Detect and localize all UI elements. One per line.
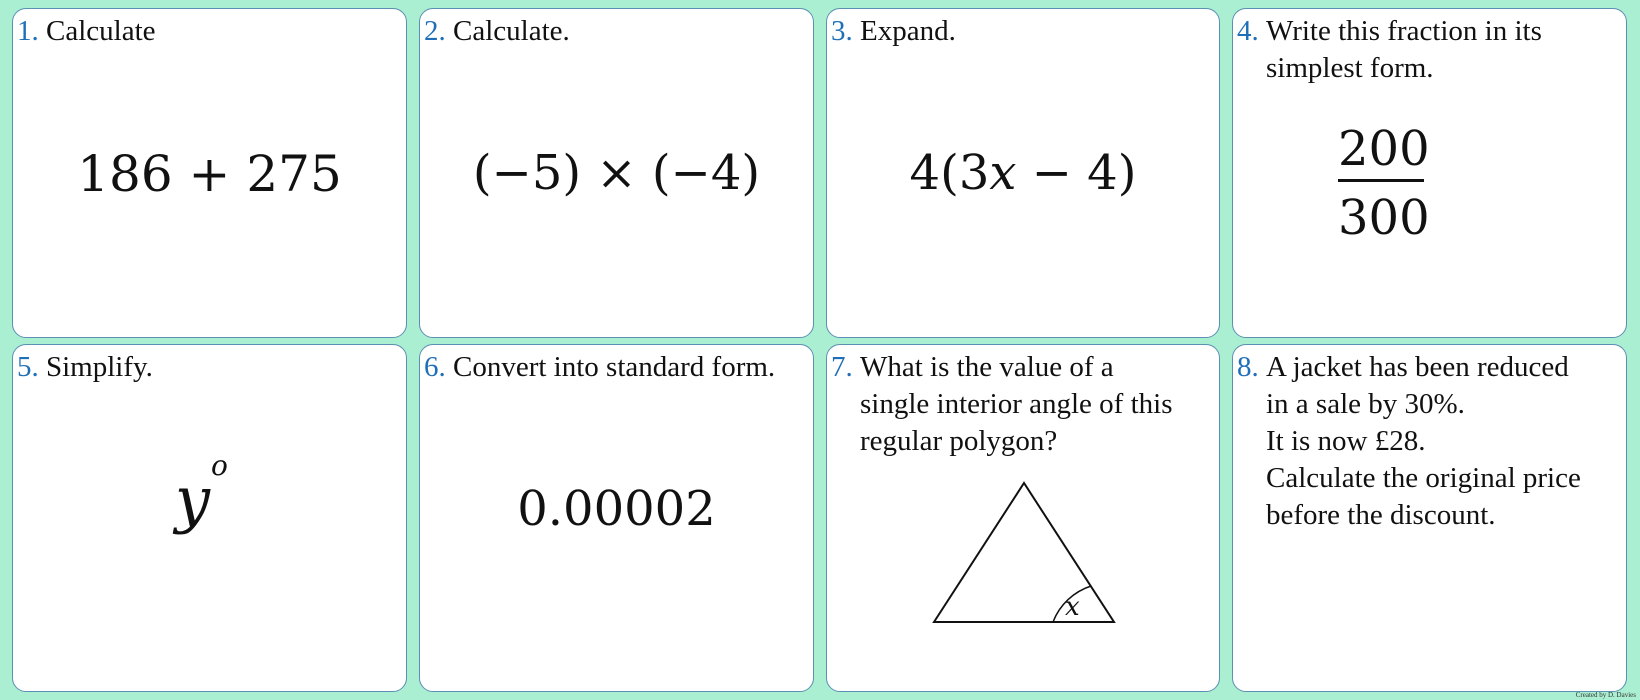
question-text: Calculate	[46, 15, 156, 47]
math-expression: 0.00002	[517, 481, 716, 537]
question-number: 7.	[831, 351, 853, 383]
question-card-7	[826, 344, 1220, 692]
question-number: 4.	[1237, 15, 1259, 47]
question-text: Calculate.	[453, 15, 570, 47]
question-number: 5.	[17, 351, 39, 383]
expression-part: − 4)	[1016, 145, 1137, 201]
power-base: y	[175, 463, 211, 536]
question-number: 6.	[424, 351, 446, 383]
question-card-1	[12, 8, 407, 338]
question-card-5	[12, 344, 407, 692]
triangle-shape	[934, 483, 1114, 622]
expression-part: 4(3	[909, 145, 990, 201]
question-text: Write this fraction in its simplest form.	[1266, 15, 1542, 84]
fraction-numerator: 200	[1338, 121, 1430, 177]
angle-label: x	[1065, 592, 1080, 622]
question-card-8	[1232, 344, 1627, 692]
question-text: A jacket has been reduced in a sale by 30%. It is now £28. Calculate the original price before the discount.	[1266, 351, 1581, 531]
question-card-6	[419, 344, 814, 692]
fraction	[1338, 121, 1430, 246]
question-card-2	[419, 8, 814, 338]
question-number: 1.	[17, 15, 39, 47]
math-expression	[827, 145, 1219, 201]
expression-variable: x	[989, 145, 1017, 201]
credit-text: Created by D. Davies	[1575, 691, 1636, 699]
question-number: 8.	[1237, 351, 1259, 383]
math-expression: (−5) × (−4)	[472, 145, 761, 201]
fraction-bar	[1338, 179, 1424, 182]
question-number: 3.	[831, 15, 853, 47]
fraction-denominator: 300	[1338, 190, 1430, 246]
power-exponent: o	[211, 449, 228, 482]
question-text: Convert into standard form.	[453, 351, 776, 383]
polygon-diagram	[827, 345, 1220, 692]
math-expression: 186 + 275	[77, 145, 342, 203]
question-text: What is the value of a single interior angle of this regular polygon?	[860, 351, 1173, 457]
question-card-4	[1232, 8, 1627, 338]
question-text: Expand.	[860, 15, 956, 47]
question-number: 2.	[424, 15, 446, 47]
question-card-3	[826, 8, 1220, 338]
question-text: Simplify.	[46, 351, 153, 383]
